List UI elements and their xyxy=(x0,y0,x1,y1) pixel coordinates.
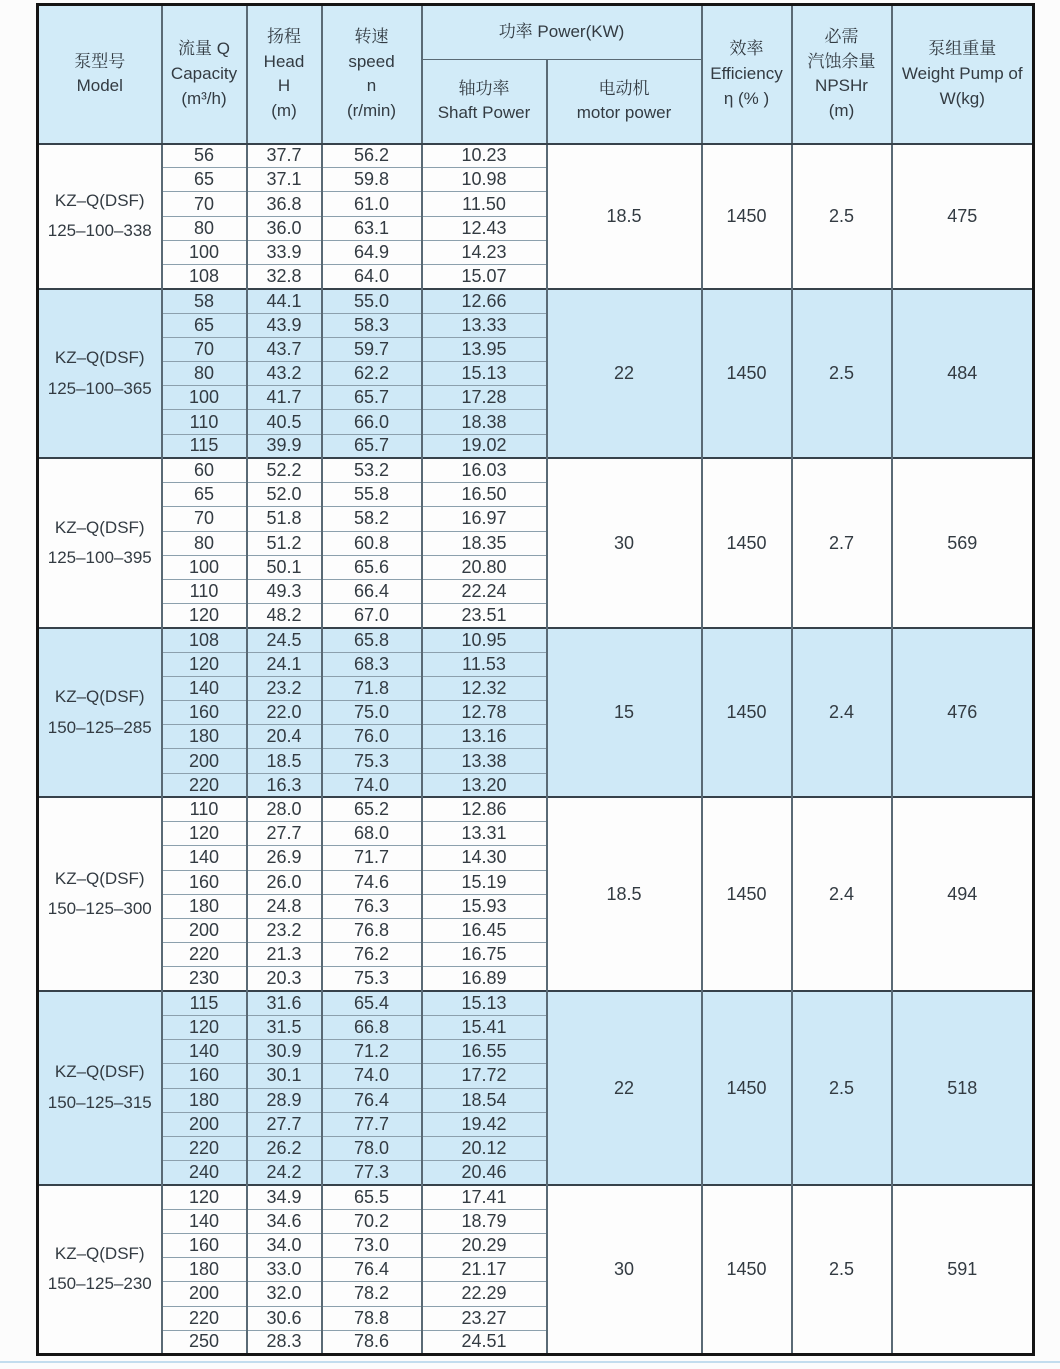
shaft-power-cell: 15.13 xyxy=(422,991,547,1015)
speed-cell: 58.2 xyxy=(322,507,422,531)
shaft-power-cell: 16.89 xyxy=(422,967,547,991)
head-cell: 16.3 xyxy=(247,773,322,797)
capacity-cell: 115 xyxy=(162,434,247,458)
capacity-cell: 70 xyxy=(162,337,247,361)
pump-spec-table xyxy=(36,3,1035,1356)
head-cell: 40.5 xyxy=(247,410,322,434)
header-model-en: Model xyxy=(76,76,123,96)
head-cell: 51.2 xyxy=(247,531,322,555)
model-line: KZ–Q(DSF) xyxy=(54,1243,145,1263)
head-cell: 51.8 xyxy=(247,507,322,531)
header-shaft-power-en: Shaft Power xyxy=(437,103,531,123)
speed-cell: 65.7 xyxy=(322,386,422,410)
capacity-cell: 250 xyxy=(162,1330,247,1354)
head-cell: 23.2 xyxy=(247,676,322,700)
speed-cell: 76.8 xyxy=(322,919,422,943)
head-cell: 28.3 xyxy=(247,1330,322,1354)
speed-cell: 67.0 xyxy=(322,604,422,628)
header-head xyxy=(247,5,322,144)
weight-cell: 476 xyxy=(892,628,1034,798)
capacity-cell: 180 xyxy=(162,1088,247,1112)
speed-cell: 76.0 xyxy=(322,725,422,749)
speed-cell: 68.3 xyxy=(322,652,422,676)
header-efficiency-zh: 效率 xyxy=(729,39,764,59)
head-cell: 50.1 xyxy=(247,555,322,579)
head-cell: 39.9 xyxy=(247,434,322,458)
capacity-cell: 160 xyxy=(162,1233,247,1257)
head-cell: 37.1 xyxy=(247,168,322,192)
speed-cell: 74.0 xyxy=(322,773,422,797)
shaft-power-cell: 22.29 xyxy=(422,1282,547,1306)
shaft-power-cell: 13.38 xyxy=(422,749,547,773)
shaft-power-cell: 17.72 xyxy=(422,1064,547,1088)
efficiency-cell: 1450 xyxy=(702,289,792,459)
shaft-power-cell: 15.41 xyxy=(422,1015,547,1039)
model-line: 150–125–315 xyxy=(47,1093,152,1113)
pump-spec-table-wrap xyxy=(36,3,1035,1356)
head-cell: 21.3 xyxy=(247,943,322,967)
speed-cell: 75.3 xyxy=(322,749,422,773)
head-cell: 26.9 xyxy=(247,846,322,870)
shaft-power-cell: 13.16 xyxy=(422,725,547,749)
capacity-cell: 110 xyxy=(162,579,247,603)
speed-cell: 66.8 xyxy=(322,1015,422,1039)
header-speed-en: speed xyxy=(348,51,395,71)
weight-cell: 494 xyxy=(892,797,1034,991)
head-cell: 34.9 xyxy=(247,1185,322,1209)
shaft-power-cell: 13.31 xyxy=(422,822,547,846)
shaft-power-cell: 12.86 xyxy=(422,797,547,821)
weight-cell: 591 xyxy=(892,1185,1034,1355)
capacity-cell: 140 xyxy=(162,1209,247,1233)
model-line: 150–125–285 xyxy=(47,717,152,737)
head-cell: 23.2 xyxy=(247,919,322,943)
model-line: KZ–Q(DSF) xyxy=(54,1062,145,1082)
capacity-cell: 80 xyxy=(162,361,247,385)
head-cell: 24.1 xyxy=(247,652,322,676)
efficiency-cell: 1450 xyxy=(702,1185,792,1355)
weight-cell: 569 xyxy=(892,458,1034,628)
head-cell: 49.3 xyxy=(247,579,322,603)
speed-cell: 75.3 xyxy=(322,967,422,991)
shaft-power-cell: 17.28 xyxy=(422,386,547,410)
header-npshr-en: NPSHr xyxy=(815,76,868,96)
capacity-cell: 160 xyxy=(162,701,247,725)
header-power-group xyxy=(422,5,702,60)
model-cell xyxy=(38,1185,162,1355)
speed-cell: 74.0 xyxy=(322,1064,422,1088)
shaft-power-cell: 10.23 xyxy=(422,144,547,168)
head-cell: 33.9 xyxy=(247,240,322,264)
capacity-cell: 80 xyxy=(162,531,247,555)
header-npshr-zh1: 必需 xyxy=(824,26,859,46)
head-cell: 44.1 xyxy=(247,289,322,313)
shaft-power-cell: 17.41 xyxy=(422,1185,547,1209)
head-cell: 22.0 xyxy=(247,701,322,725)
capacity-cell: 120 xyxy=(162,604,247,628)
header-capacity xyxy=(162,5,247,144)
model-line: KZ–Q(DSF) xyxy=(54,868,145,888)
head-cell: 43.9 xyxy=(247,313,322,337)
head-cell: 28.0 xyxy=(247,797,322,821)
capacity-cell: 70 xyxy=(162,192,247,216)
header-motor-power-zh: 电动机 xyxy=(598,78,650,98)
speed-cell: 55.8 xyxy=(322,483,422,507)
shaft-power-cell: 18.35 xyxy=(422,531,547,555)
npshr-cell: 2.5 xyxy=(792,144,892,289)
weight-cell: 475 xyxy=(892,144,1034,289)
capacity-cell: 120 xyxy=(162,822,247,846)
head-cell: 52.2 xyxy=(247,458,322,482)
shaft-power-cell: 11.50 xyxy=(422,192,547,216)
header-motor-power xyxy=(547,60,702,144)
speed-cell: 71.7 xyxy=(322,846,422,870)
shaft-power-cell: 13.95 xyxy=(422,337,547,361)
header-speed-zh: 转速 xyxy=(354,26,389,46)
speed-cell: 56.2 xyxy=(322,144,422,168)
speed-cell: 76.4 xyxy=(322,1258,422,1282)
speed-cell: 66.4 xyxy=(322,579,422,603)
npshr-cell: 2.4 xyxy=(792,797,892,991)
model-cell xyxy=(38,991,162,1185)
header-weight xyxy=(892,5,1034,144)
capacity-cell: 56 xyxy=(162,144,247,168)
speed-cell: 68.0 xyxy=(322,822,422,846)
model-cell xyxy=(38,289,162,459)
speed-cell: 61.0 xyxy=(322,192,422,216)
head-cell: 30.9 xyxy=(247,1040,322,1064)
head-cell: 20.4 xyxy=(247,725,322,749)
shaft-power-cell: 22.24 xyxy=(422,579,547,603)
shaft-power-cell: 23.27 xyxy=(422,1306,547,1330)
shaft-power-cell: 23.51 xyxy=(422,604,547,628)
shaft-power-cell: 20.46 xyxy=(422,1161,547,1185)
speed-cell: 76.4 xyxy=(322,1088,422,1112)
speed-cell: 53.2 xyxy=(322,458,422,482)
header-efficiency-unit: η (% ) xyxy=(723,88,770,108)
head-cell: 20.3 xyxy=(247,967,322,991)
capacity-cell: 115 xyxy=(162,991,247,1015)
shaft-power-cell: 16.75 xyxy=(422,943,547,967)
shaft-power-cell: 11.53 xyxy=(422,652,547,676)
capacity-cell: 160 xyxy=(162,1064,247,1088)
model-line: 150–125–300 xyxy=(47,899,152,919)
shaft-power-cell: 24.51 xyxy=(422,1330,547,1354)
model-cell xyxy=(38,797,162,991)
capacity-cell: 100 xyxy=(162,240,247,264)
speed-cell: 65.2 xyxy=(322,797,422,821)
capacity-cell: 70 xyxy=(162,507,247,531)
motor-power-cell: 22 xyxy=(547,289,702,459)
capacity-cell: 108 xyxy=(162,265,247,289)
capacity-cell: 60 xyxy=(162,458,247,482)
capacity-cell: 140 xyxy=(162,1040,247,1064)
model-cell xyxy=(38,458,162,628)
capacity-cell: 110 xyxy=(162,410,247,434)
model-line: KZ–Q(DSF) xyxy=(54,347,145,367)
header-head-symbol: H xyxy=(277,76,291,96)
speed-cell: 76.2 xyxy=(322,943,422,967)
header-npshr xyxy=(792,5,892,144)
model-line: 125–100–365 xyxy=(47,378,152,398)
motor-power-cell: 18.5 xyxy=(547,144,702,289)
header-weight-en: Weight Pump of xyxy=(901,63,1023,83)
efficiency-cell: 1450 xyxy=(702,144,792,289)
header-weight-zh: 泵组重量 xyxy=(928,39,997,59)
header-model xyxy=(38,5,162,144)
motor-power-cell: 30 xyxy=(547,1185,702,1355)
head-cell: 36.0 xyxy=(247,216,322,240)
head-cell: 30.6 xyxy=(247,1306,322,1330)
speed-cell: 71.2 xyxy=(322,1040,422,1064)
model-line: 125–100–395 xyxy=(47,548,152,568)
speed-cell: 78.8 xyxy=(322,1306,422,1330)
head-cell: 43.7 xyxy=(247,337,322,361)
speed-cell: 59.8 xyxy=(322,168,422,192)
shaft-power-cell: 14.30 xyxy=(422,846,547,870)
shaft-power-cell: 19.02 xyxy=(422,434,547,458)
header-npshr-unit: (m) xyxy=(828,100,855,120)
header-model-zh: 泵型号 xyxy=(74,51,126,71)
capacity-cell: 120 xyxy=(162,1015,247,1039)
head-cell: 32.8 xyxy=(247,265,322,289)
speed-cell: 65.5 xyxy=(322,1185,422,1209)
shaft-power-cell: 15.07 xyxy=(422,265,547,289)
head-cell: 43.2 xyxy=(247,361,322,385)
head-cell: 33.0 xyxy=(247,1258,322,1282)
head-cell: 48.2 xyxy=(247,604,322,628)
data-row xyxy=(38,289,1034,313)
header-shaft-power-zh: 轴功率 xyxy=(458,78,510,98)
speed-cell: 65.6 xyxy=(322,555,422,579)
efficiency-cell: 1450 xyxy=(702,797,792,991)
shaft-power-cell: 18.79 xyxy=(422,1209,547,1233)
header-npshr-zh2: 汽蚀余量 xyxy=(807,51,876,71)
model-line: KZ–Q(DSF) xyxy=(54,190,145,210)
model-line: 125–100–338 xyxy=(47,221,152,241)
npshr-cell: 2.5 xyxy=(792,991,892,1185)
capacity-cell: 140 xyxy=(162,676,247,700)
capacity-cell: 240 xyxy=(162,1161,247,1185)
header-efficiency-en: Efficiency xyxy=(710,63,783,83)
weight-cell: 518 xyxy=(892,991,1034,1185)
speed-cell: 64.0 xyxy=(322,265,422,289)
model-cell xyxy=(38,628,162,798)
head-cell: 34.0 xyxy=(247,1233,322,1257)
header-power-label: 功率 Power(KW) xyxy=(498,22,625,42)
weight-cell: 484 xyxy=(892,289,1034,459)
shaft-power-cell: 21.17 xyxy=(422,1258,547,1282)
shaft-power-cell: 10.98 xyxy=(422,168,547,192)
speed-cell: 74.6 xyxy=(322,870,422,894)
data-row xyxy=(38,458,1034,482)
page-bottom-rule xyxy=(0,1361,1060,1363)
head-cell: 27.7 xyxy=(247,1112,322,1136)
speed-cell: 78.6 xyxy=(322,1330,422,1354)
header-head-en: Head xyxy=(263,51,305,71)
shaft-power-cell: 16.97 xyxy=(422,507,547,531)
shaft-power-cell: 16.55 xyxy=(422,1040,547,1064)
model-line: KZ–Q(DSF) xyxy=(54,687,145,707)
shaft-power-cell: 20.80 xyxy=(422,555,547,579)
header-capacity-unit: (m³/h) xyxy=(181,88,227,108)
pump-table-body xyxy=(38,144,1034,1355)
shaft-power-cell: 16.03 xyxy=(422,458,547,482)
header-shaft-power xyxy=(422,60,547,144)
capacity-cell: 100 xyxy=(162,386,247,410)
shaft-power-cell: 18.38 xyxy=(422,410,547,434)
speed-cell: 60.8 xyxy=(322,531,422,555)
data-row xyxy=(38,1185,1034,1209)
data-row xyxy=(38,628,1034,652)
head-cell: 31.6 xyxy=(247,991,322,1015)
head-cell: 26.2 xyxy=(247,1136,322,1160)
data-row xyxy=(38,991,1034,1015)
shaft-power-cell: 12.66 xyxy=(422,289,547,313)
capacity-cell: 220 xyxy=(162,1306,247,1330)
capacity-cell: 65 xyxy=(162,168,247,192)
speed-cell: 62.2 xyxy=(322,361,422,385)
capacity-cell: 140 xyxy=(162,846,247,870)
capacity-cell: 65 xyxy=(162,483,247,507)
motor-power-cell: 18.5 xyxy=(547,797,702,991)
npshr-cell: 2.4 xyxy=(792,628,892,798)
shaft-power-cell: 16.45 xyxy=(422,919,547,943)
shaft-power-cell: 20.29 xyxy=(422,1233,547,1257)
speed-cell: 65.8 xyxy=(322,628,422,652)
head-cell: 26.0 xyxy=(247,870,322,894)
head-cell: 24.8 xyxy=(247,894,322,918)
motor-power-cell: 30 xyxy=(547,458,702,628)
shaft-power-cell: 14.23 xyxy=(422,240,547,264)
speed-cell: 76.3 xyxy=(322,894,422,918)
shaft-power-cell: 19.42 xyxy=(422,1112,547,1136)
npshr-cell: 2.5 xyxy=(792,1185,892,1355)
data-row xyxy=(38,144,1034,168)
efficiency-cell: 1450 xyxy=(702,458,792,628)
shaft-power-cell: 10.95 xyxy=(422,628,547,652)
shaft-power-cell: 20.12 xyxy=(422,1136,547,1160)
speed-cell: 75.0 xyxy=(322,701,422,725)
head-cell: 24.5 xyxy=(247,628,322,652)
efficiency-cell: 1450 xyxy=(702,628,792,798)
npshr-cell: 2.7 xyxy=(792,458,892,628)
shaft-power-cell: 16.50 xyxy=(422,483,547,507)
capacity-cell: 120 xyxy=(162,652,247,676)
head-cell: 31.5 xyxy=(247,1015,322,1039)
efficiency-cell: 1450 xyxy=(702,991,792,1185)
speed-cell: 77.7 xyxy=(322,1112,422,1136)
capacity-cell: 80 xyxy=(162,216,247,240)
model-line: KZ–Q(DSF) xyxy=(54,517,145,537)
head-cell: 28.9 xyxy=(247,1088,322,1112)
speed-cell: 65.7 xyxy=(322,434,422,458)
speed-cell: 59.7 xyxy=(322,337,422,361)
header-capacity-en: Capacity xyxy=(170,63,238,83)
speed-cell: 78.2 xyxy=(322,1282,422,1306)
speed-cell: 78.0 xyxy=(322,1136,422,1160)
capacity-cell: 65 xyxy=(162,313,247,337)
head-cell: 30.1 xyxy=(247,1064,322,1088)
speed-cell: 77.3 xyxy=(322,1161,422,1185)
speed-cell: 64.9 xyxy=(322,240,422,264)
capacity-cell: 220 xyxy=(162,773,247,797)
header-speed-unit: (r/min) xyxy=(346,100,397,120)
head-cell: 32.0 xyxy=(247,1282,322,1306)
shaft-power-cell: 12.43 xyxy=(422,216,547,240)
npshr-cell: 2.5 xyxy=(792,289,892,459)
shaft-power-cell: 15.93 xyxy=(422,894,547,918)
header-weight-unit: W(kg) xyxy=(939,88,985,108)
capacity-cell: 58 xyxy=(162,289,247,313)
capacity-cell: 220 xyxy=(162,1136,247,1160)
speed-cell: 63.1 xyxy=(322,216,422,240)
head-cell: 24.2 xyxy=(247,1161,322,1185)
head-cell: 18.5 xyxy=(247,749,322,773)
capacity-cell: 160 xyxy=(162,870,247,894)
capacity-cell: 200 xyxy=(162,919,247,943)
head-cell: 34.6 xyxy=(247,1209,322,1233)
shaft-power-cell: 12.32 xyxy=(422,676,547,700)
shaft-power-cell: 13.20 xyxy=(422,773,547,797)
header-efficiency xyxy=(702,5,792,144)
capacity-cell: 110 xyxy=(162,797,247,821)
shaft-power-cell: 15.13 xyxy=(422,361,547,385)
motor-power-cell: 15 xyxy=(547,628,702,798)
shaft-power-cell: 12.78 xyxy=(422,701,547,725)
capacity-cell: 230 xyxy=(162,967,247,991)
speed-cell: 65.4 xyxy=(322,991,422,1015)
model-line: 150–125–230 xyxy=(47,1274,152,1294)
capacity-cell: 220 xyxy=(162,943,247,967)
speed-cell: 66.0 xyxy=(322,410,422,434)
head-cell: 52.0 xyxy=(247,483,322,507)
data-row xyxy=(38,797,1034,821)
header-speed xyxy=(322,5,422,144)
head-cell: 37.7 xyxy=(247,144,322,168)
capacity-cell: 180 xyxy=(162,1258,247,1282)
header-motor-power-en: motor power xyxy=(576,103,672,123)
capacity-cell: 180 xyxy=(162,725,247,749)
header-speed-symbol: n xyxy=(366,76,377,96)
shaft-power-cell: 18.54 xyxy=(422,1088,547,1112)
speed-cell: 70.2 xyxy=(322,1209,422,1233)
speed-cell: 58.3 xyxy=(322,313,422,337)
speed-cell: 73.0 xyxy=(322,1233,422,1257)
shaft-power-cell: 13.33 xyxy=(422,313,547,337)
head-cell: 41.7 xyxy=(247,386,322,410)
capacity-cell: 200 xyxy=(162,749,247,773)
capacity-cell: 100 xyxy=(162,555,247,579)
header-head-zh: 扬程 xyxy=(267,26,301,46)
shaft-power-cell: 15.19 xyxy=(422,870,547,894)
capacity-cell: 200 xyxy=(162,1112,247,1136)
speed-cell: 71.8 xyxy=(322,676,422,700)
head-cell: 27.7 xyxy=(247,822,322,846)
head-cell: 36.8 xyxy=(247,192,322,216)
table-header xyxy=(38,5,1034,144)
motor-power-cell: 22 xyxy=(547,991,702,1185)
header-capacity-zh: 流量 Q xyxy=(178,39,230,59)
capacity-cell: 108 xyxy=(162,628,247,652)
capacity-cell: 200 xyxy=(162,1282,247,1306)
speed-cell: 55.0 xyxy=(322,289,422,313)
model-cell xyxy=(38,144,162,289)
header-head-unit: (m) xyxy=(271,100,297,120)
capacity-cell: 180 xyxy=(162,894,247,918)
capacity-cell: 120 xyxy=(162,1185,247,1209)
